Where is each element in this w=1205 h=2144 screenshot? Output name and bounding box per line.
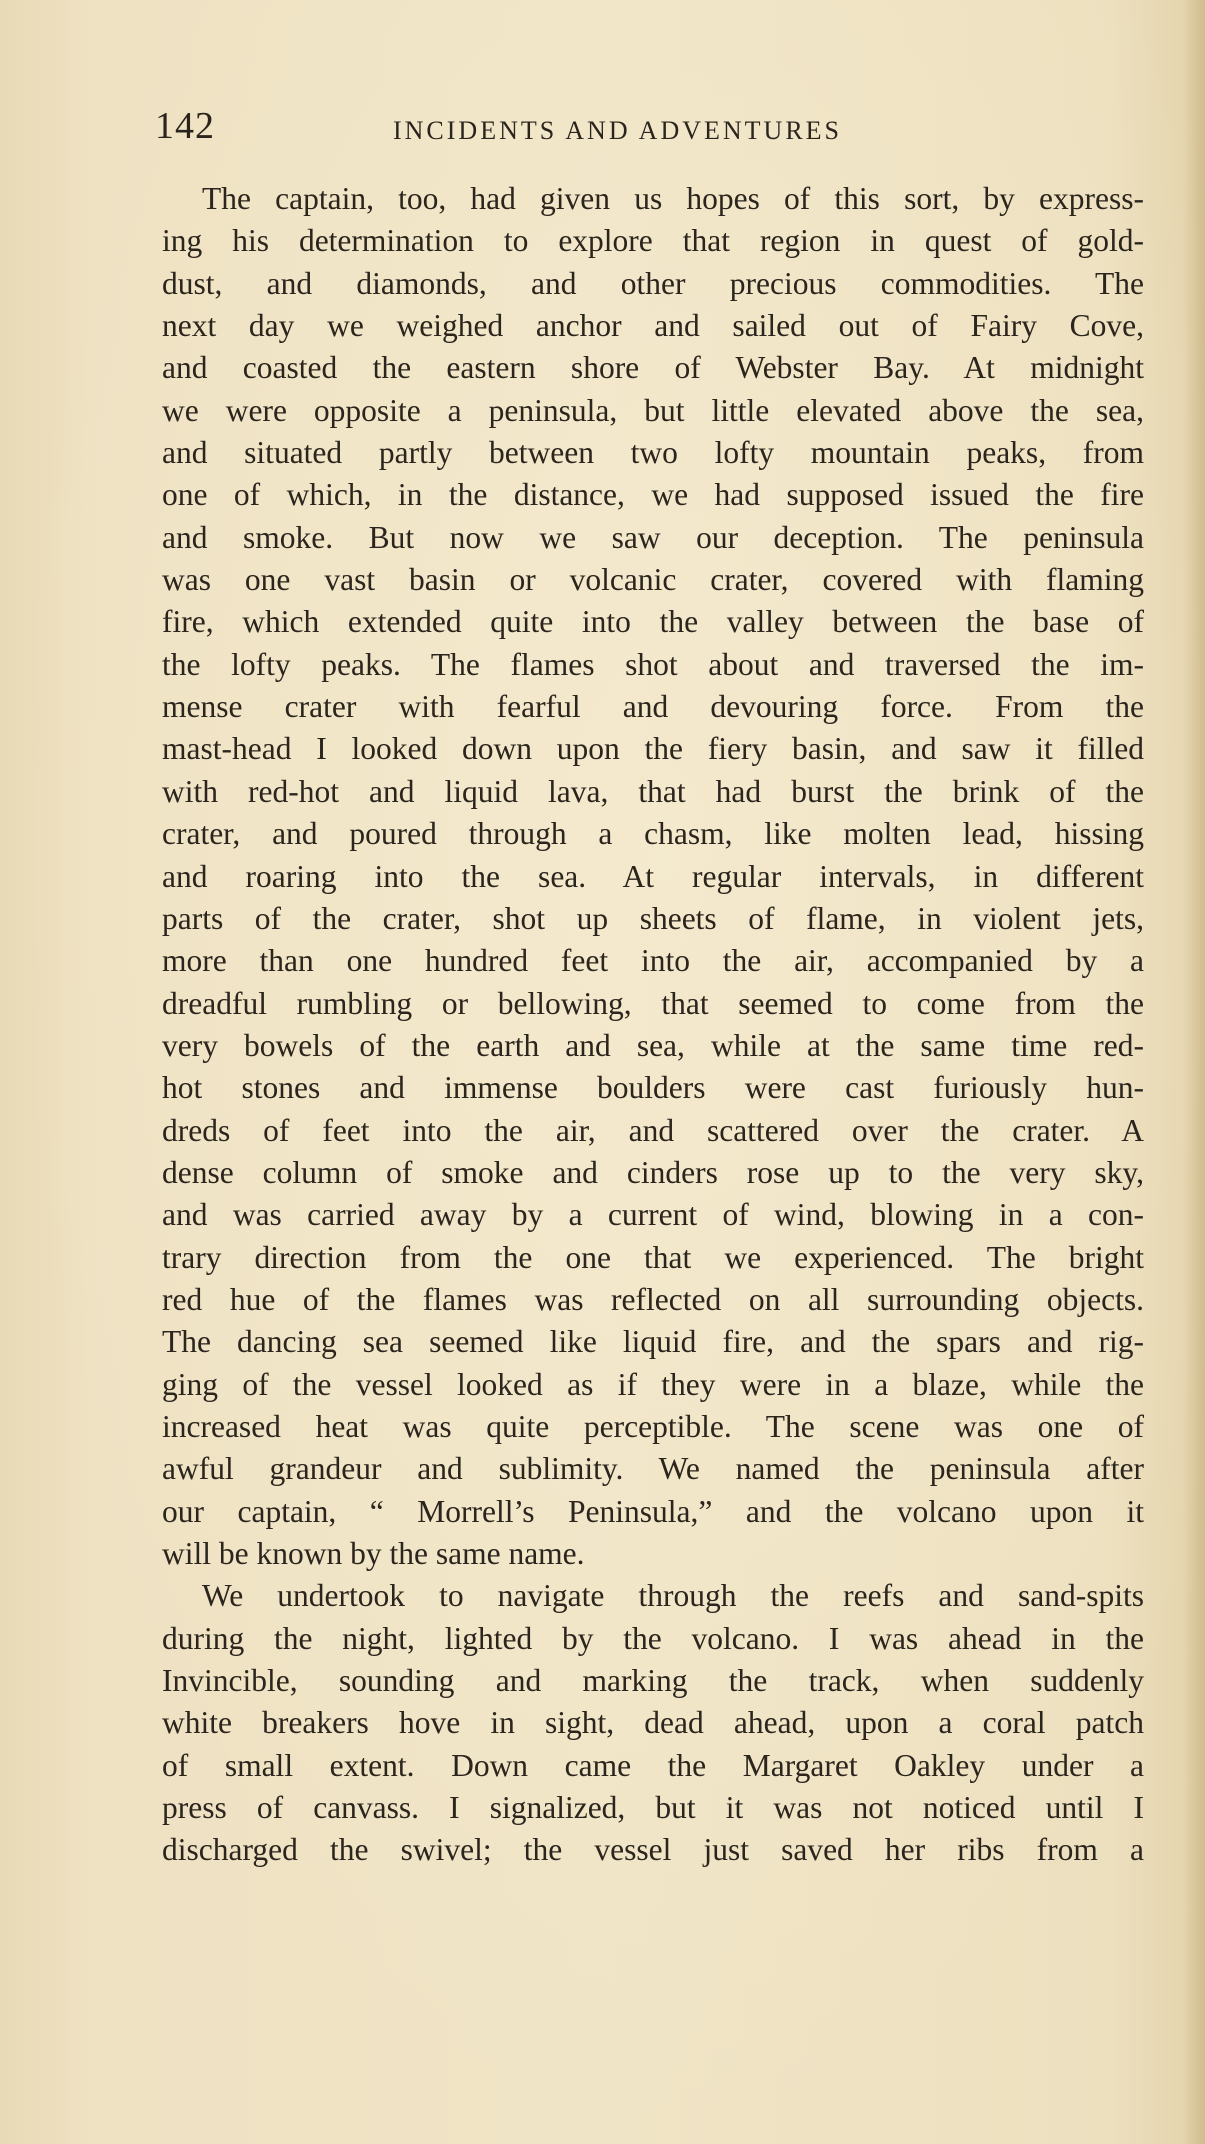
page-header [155,100,1115,160]
text-line: press of canvass. I signalized, but it was not noticed until I [162,1790,1144,1826]
text-line: and smoke. But now we saw our deception. The peninsula [162,519,1144,555]
text-line: ing his determination to explore that region in quest of gold- [162,223,1144,259]
text-line: increased heat was quite perceptible. The scene was one of [162,1408,1144,1444]
text-line: mast-head I looked down upon the fiery basin, and saw it filled [162,731,1144,767]
page-edge-shadow [1183,0,1205,2144]
text-line: and situated partly between two lofty mountain peaks, from [162,435,1144,471]
text-line: and was carried away by a current of wind, blowing in a con- [162,1197,1144,1233]
text-line: dreds of feet into the air, and scattered over the crater. A [162,1112,1144,1148]
text-line: mense crater with fearful and devouring force. From the [162,689,1144,725]
page-number: 142 [155,105,215,147]
text-line: next day we weighed anchor and sailed out of Fairy Cove, [162,308,1144,344]
text-line: hot stones and immense boulders were cast furiously hun- [162,1070,1144,1106]
text-line: trary direction from the one that we experienced. The bright [162,1239,1144,1275]
text-line: one of which, in the distance, we had supposed issued the fire [162,477,1144,513]
text-line: our captain, “ Morrell’s Peninsula,” and the volcano upon it [162,1493,1144,1529]
text-line: Invincible, sounding and marking the track, when suddenly [162,1663,1144,1699]
paragraph [162,1575,1144,1871]
text-line: parts of the crater, shot up sheets of flame, in violent jets, [162,900,1144,936]
text-line: discharged the swivel; the vessel just saved her ribs from a [162,1832,1144,1868]
text-line: ging of the vessel looked as if they were in a blaze, while the [162,1366,1144,1402]
text-line: will be known by the same name. [162,1536,585,1571]
text-line: very bowels of the earth and sea, while at the same time red- [162,1027,1144,1063]
running-head: INCIDENTS AND ADVENTURES [393,116,842,145]
text-line: with red-hot and liquid lava, that had burst the brink of the [162,773,1144,809]
text-line: fire, which extended quite into the valley between the base of [162,604,1144,640]
text-line: dust, and diamonds, and other precious commodities. The [162,265,1144,301]
text-line: white breakers hove in sight, dead ahead, upon a coral patch [162,1705,1144,1741]
text-line: The captain, too, had given us hopes of this sort, by express- [202,181,1144,216]
text-line: We undertook to navigate through the reefs and sand-spits [202,1578,1144,1614]
text-line: the lofty peaks. The flames shot about and traversed the im- [162,646,1144,682]
text-line: and roaring into the sea. At regular intervals, in different [162,858,1144,894]
text-line: more than one hundred feet into the air, accompanied by a [162,943,1144,979]
body-text [162,178,1144,1872]
text-line: crater, and poured through a chasm, like molten lead, hissing [162,816,1144,852]
text-line: and coasted the eastern shore of Webster Bay. At midnight [162,350,1144,386]
text-line: during the night, lighted by the volcano. I was ahead in the [162,1620,1144,1656]
text-line: awful grandeur and sublimity. We named the peninsula after [162,1451,1144,1487]
text-line: was one vast basin or volcanic crater, covered with flaming [162,562,1144,598]
text-line: red hue of the flames was reflected on all surrounding objects. [162,1281,1144,1317]
text-line: we were opposite a peninsula, but little elevated above the sea, [162,392,1144,428]
text-line: dreadful rumbling or bellowing, that seemed to come from the [162,985,1144,1021]
text-line: dense column of smoke and cinders rose up to the very sky, [162,1154,1144,1190]
text-line: of small extent. Down came the Margaret Oakley under a [162,1747,1144,1783]
paragraph [162,178,1144,1575]
text-line: The dancing sea seemed like liquid fire, and the spars and rig- [162,1324,1144,1360]
